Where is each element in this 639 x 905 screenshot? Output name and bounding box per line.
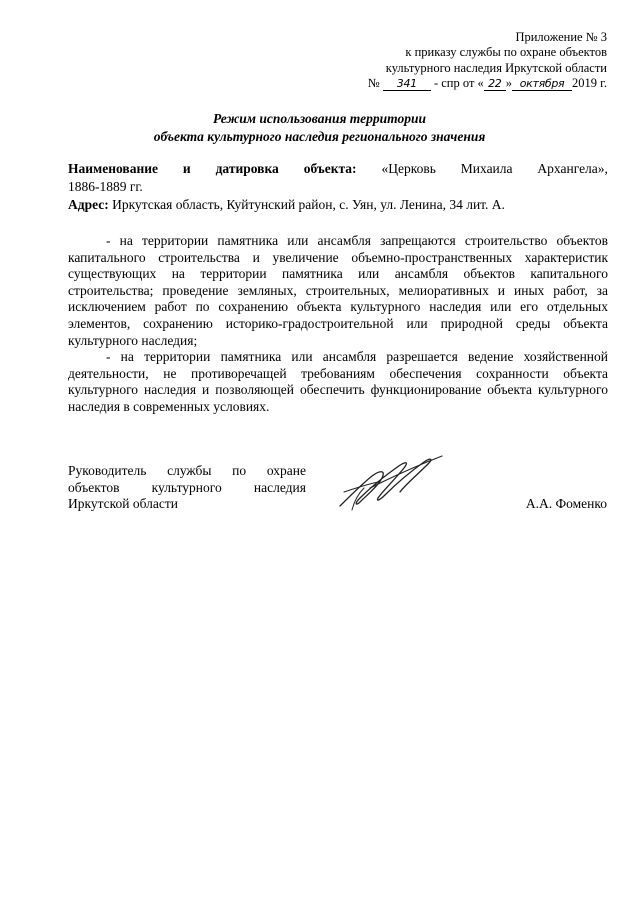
position-word: объектов: [68, 479, 120, 495]
order-number-date: [277, 76, 607, 91]
order-day-close: »: [505, 75, 513, 90]
position-line-2: [68, 480, 306, 497]
object-name-value-w1: «Церковь: [381, 161, 436, 176]
object-address-row: [68, 196, 608, 214]
prohibitions-paragraph: - на территории памятника или ансамбля запрещаются строительство объектов капитального строительства и увеличение объемно-пространственных характеристик существующих на территории памятника или ансамбля объектов капитального строительства; проведение земляных, строительных, мелиоративных и иных работ, за исключением работ по сохранению объекта культурного наследия или его отдельных элементов, сохранению историко-градостроительной или природной среды объекта культурного наследия;: [68, 233, 608, 348]
handwritten-signature: [330, 448, 460, 518]
position-word: наследия: [253, 479, 306, 495]
object-name-label-w1: Наименование: [68, 161, 158, 176]
order-number-handwritten: 341: [383, 78, 431, 91]
appendix-order-ref: к приказу службы по охране объектов: [405, 45, 607, 60]
order-date-prefix: - спр от «: [433, 75, 484, 90]
position-line-3: Иркутской области: [68, 496, 179, 512]
object-dates: 1886-1889 гг.: [68, 179, 143, 194]
position-word: службы: [167, 463, 212, 478]
address-label: Адрес:: [68, 197, 109, 212]
permissions-paragraph: - на территории памятника или ансамбля разрешается ведение хозяйственной деятельности, не противоречащей требованиям обеспечения сохранности объекта культурного наследия и позволяющей обеспечить функционирование объекта культурного наследия в современных условиях.: [68, 349, 608, 414]
title-line-2: объекта культурного наследия регионального значения: [153, 129, 486, 144]
address-value: Иркутская область, Куйтунский район, с. Уян, ул. Ленина, 34 лит. А.: [112, 197, 505, 212]
signer-name: А.А. Фоменко: [525, 496, 607, 511]
position-line-1: [68, 463, 306, 480]
order-number-prefix: №: [367, 75, 380, 90]
object-name-value-w3: Архангела»,: [537, 161, 608, 176]
title-line-1: Режим использования территории: [213, 111, 426, 126]
object-info: [68, 160, 608, 214]
order-year: 2019 г.: [572, 75, 607, 90]
appendix-number: Приложение № 3: [515, 30, 607, 44]
document-title: [0, 110, 639, 146]
position-word: Руководитель: [68, 463, 147, 478]
position-word: культурного: [151, 479, 222, 495]
order-day-handwritten: 22: [484, 78, 506, 91]
position-word: по: [232, 463, 247, 478]
order-month-handwritten: октября: [512, 78, 572, 91]
signatory-position: [68, 463, 306, 513]
appendix-header: [277, 30, 607, 91]
regime-text: [68, 233, 608, 416]
object-name-label-w3: датировка: [215, 161, 279, 176]
object-name-label-w4: объекта:: [303, 161, 357, 176]
object-name-row: [68, 160, 608, 178]
appendix-authority: культурного наследия Иркутской области: [385, 60, 607, 75]
object-name-label-w2: и: [182, 161, 191, 176]
position-word: охране: [266, 463, 306, 478]
object-name-value-w2: Михаила: [460, 161, 513, 176]
